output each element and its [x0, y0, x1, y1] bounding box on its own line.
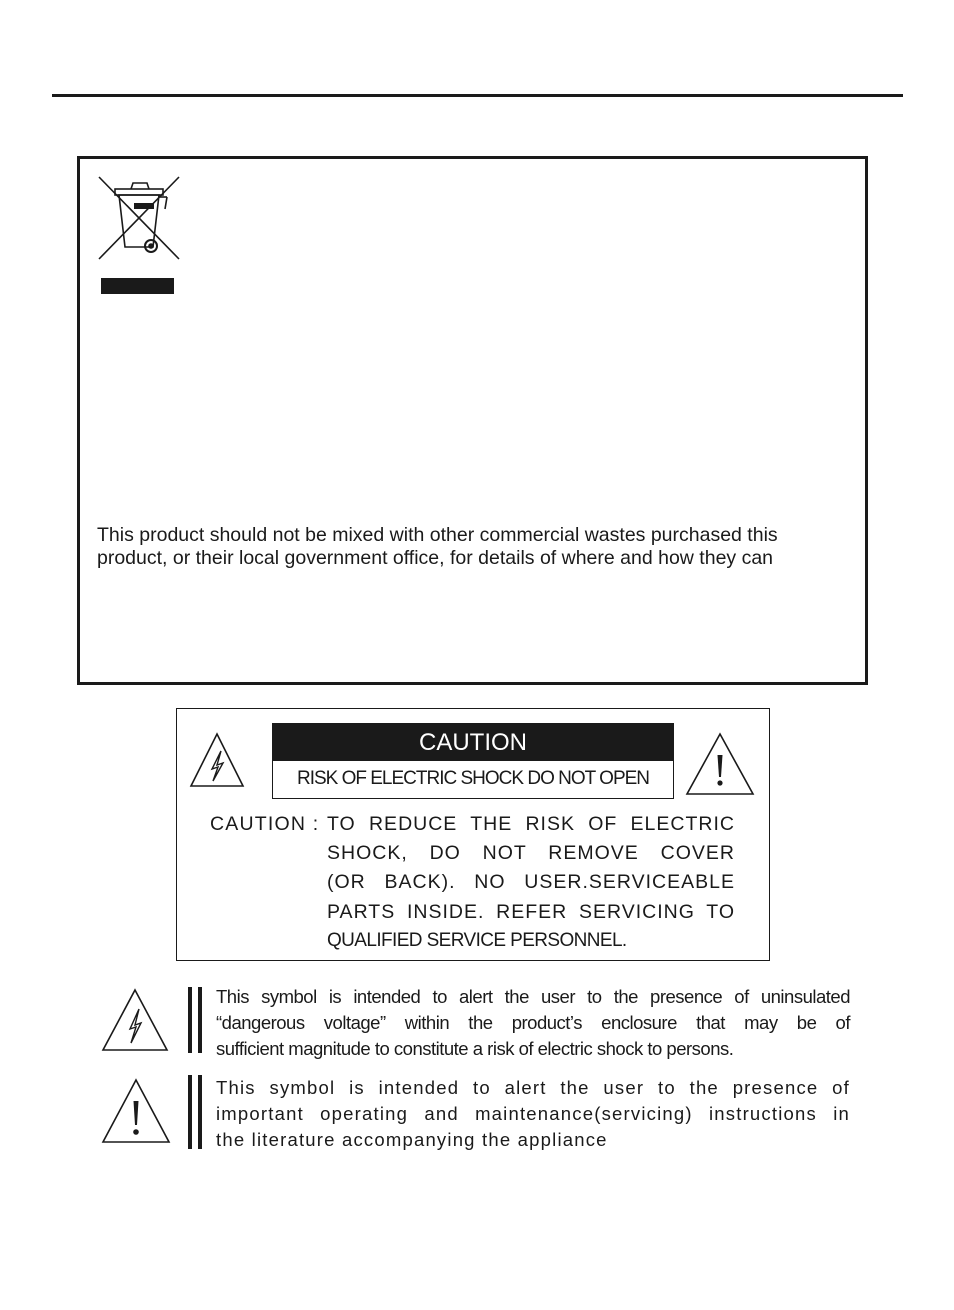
caution-statement-line: TO REDUCE THE RISK OF ELECTRIC	[327, 813, 735, 835]
caution-statement-line: QUALIFIED SERVICE PERSONNEL.	[327, 929, 627, 951]
divider-bars	[188, 1075, 204, 1149]
weee-black-bar	[101, 278, 174, 294]
weee-notice-box	[77, 156, 868, 685]
symbol-description	[216, 984, 850, 1062]
caution-label	[272, 723, 674, 799]
caution-label-title: CAUTION	[273, 724, 673, 761]
symbol-description	[216, 1075, 850, 1153]
top-rule	[52, 94, 903, 97]
crossed-out-wheelie-bin-icon	[97, 175, 183, 263]
exclamation-triangle-icon	[684, 731, 756, 797]
symbol-description-line: important operating and maintenance(servicing) instructions in	[216, 1103, 850, 1124]
lightning-triangle-icon	[188, 731, 246, 789]
lightning-triangle-icon	[100, 987, 170, 1053]
divider-bars	[188, 987, 204, 1053]
weee-text-line: This product should not be mixed with other commercial wastes purchased this	[97, 524, 778, 546]
caution-statement-line: SHOCK, DO NOT REMOVE COVER	[327, 842, 735, 865]
symbol-description-line: the literature accompanying the appliance	[216, 1129, 608, 1150]
caution-statement-key: CAUTION :	[210, 813, 320, 835]
caution-statement-line: PARTS INSIDE. REFER SERVICING TO	[327, 900, 735, 923]
symbol-description-line: This symbol is intended to alert the user to the presence of	[216, 1077, 850, 1098]
exclamation-triangle-icon	[100, 1077, 172, 1145]
caution-statement-line: (OR BACK). NO USER.SERVICEABLE	[327, 871, 735, 894]
instructions-symbol-explanation	[100, 1075, 860, 1151]
caution-statement	[327, 813, 735, 959]
symbol-description-line: This symbol is intended to alert the user to the presence of uninsulated	[216, 986, 850, 1007]
electric-shock-symbol-explanation	[100, 985, 860, 1059]
weee-text-line: product, or their local government office, for details of where and how they can	[97, 547, 774, 569]
caution-label-panel	[176, 708, 770, 961]
symbol-description-line: sufficient magnitude to constitute a risk of electric shock to persons.	[216, 1038, 734, 1059]
symbol-description-line: “dangerous voltage” within the product’s enclosure that may be of	[216, 1012, 850, 1033]
weee-disposal-text	[97, 524, 857, 570]
caution-label-subtitle: RISK OF ELECTRIC SHOCK DO NOT OPEN	[296, 768, 650, 789]
